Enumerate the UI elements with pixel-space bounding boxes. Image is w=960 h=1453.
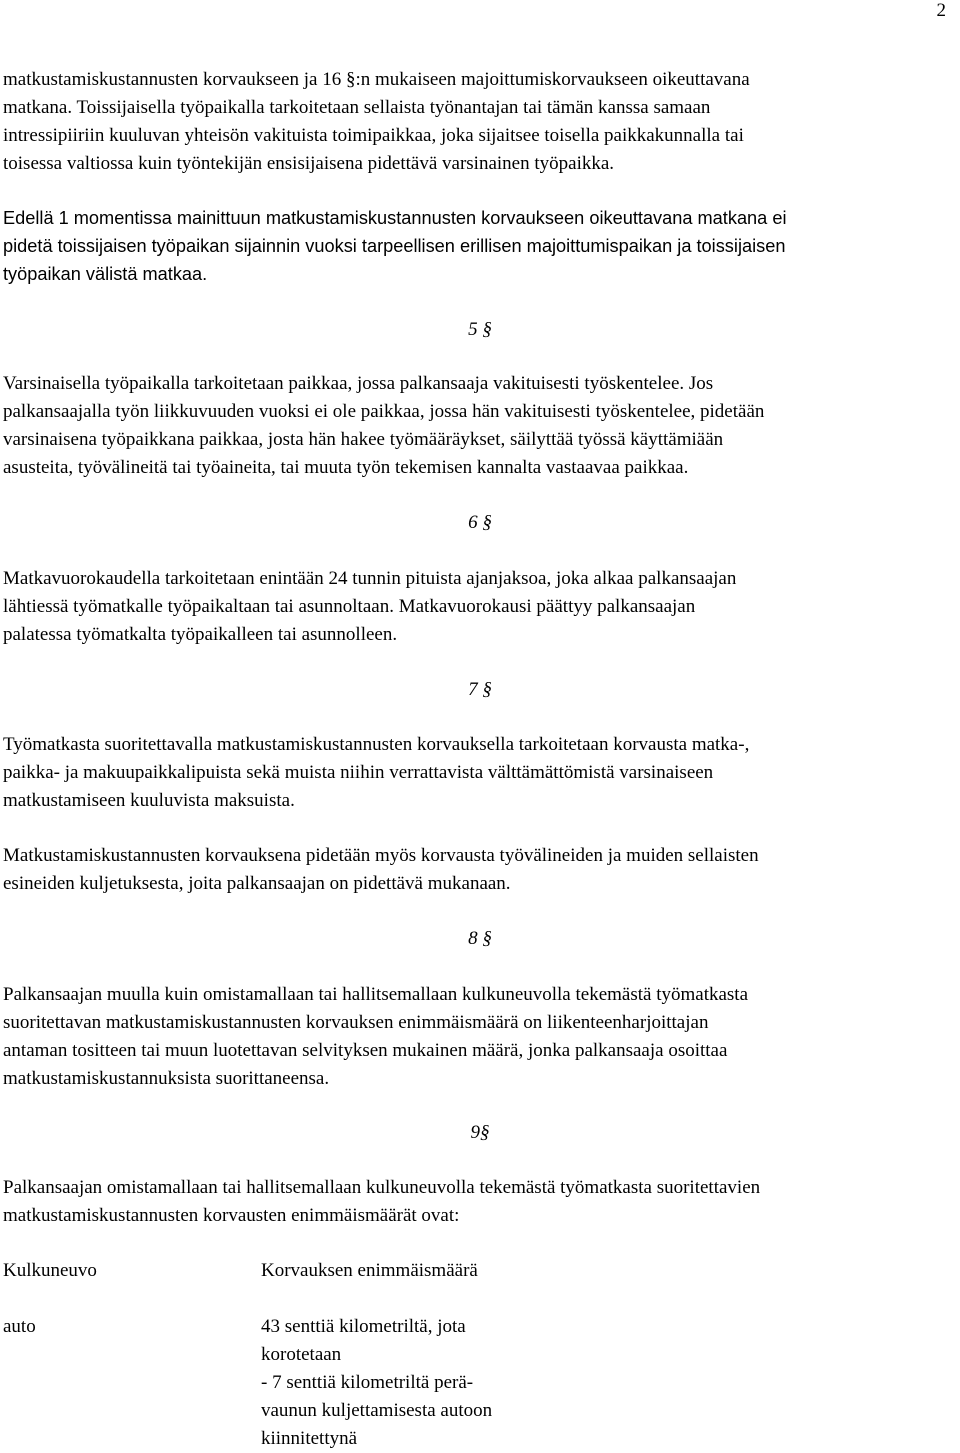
paragraph-1: matkustamiskustannusten korvaukseen ja 16 §:n mukaiseen majoittumiskorvaukseen oikeuttavana matkana. Toissijaisella työpaikalla tarkoitetaan sellaista työnantajan tai tämän kanssa samaan intressipiiriin kuuluvan yhteisön vakituista toimipaikkaa, joka sijaitsee toisella paikkakunnalla tai toisessa valtiossa kuin työntekijän ensisijaisena pidettävä varsinainen työpaikka.: [3, 69, 750, 174]
paragraph-7: Palkansaajan muulla kuin omistamallaan tai hallitsemallaan kulkuneuvolla tekemästä työmatkasta suoritettavan matkustamiskustannusten korvauksen enimmäismäärä on liikenteenharjoittajan antaman tositteen tai muun luotettavan selvityksen mukainen määrä, jonka palkansaaja osoittaa matkustamiskustannuksista suorittaneensa.: [3, 984, 749, 1089]
paragraph-5: Työmatkasta suoritettavalla matkustamiskustannusten korvauksella tarkoitetaan korvausta matka-, paikka- ja makuupaikkalipuista sekä muista niihin verrattavista välttämättömistä varsinaiseen matkustamiseen kuuluvista maksuista.: [3, 734, 750, 811]
section-8-heading: 8 §: [468, 928, 492, 949]
paragraph-3: Varsinaisella työpaikalla tarkoitetaan paikkaa, jossa palkansaaja vakituisesti työskentelee. Jos palkansaajalla työn liikkuvuuden vuoksi ei ole paikkaa, jossa hän vakituisesti työskentelee, pidetään varsinaisena työpaikkana paikkaa, josta hän hakee työmääräykset, säilyttää työssä käyttämiään asusteita, työvälineitä tai työaineita, tai muuta työn tekemisen kannalta vastaavaa paikkaa.: [3, 373, 765, 478]
paragraph-4: Matkavuorokaudella tarkoitetaan enintään 24 tunnin pituista ajanjaksoa, joka alkaa palkansaajan lähtiessä työmatkalle työpaikaltaan tai asunnoltaan. Matkavuorokausi päättyy palkansaajan palatessa työmatkalta työpaikalleen tai asunnolleen.: [3, 568, 737, 645]
section-6-heading: 6 §: [468, 512, 492, 533]
paragraph-2: Edellä 1 momentissa mainittuun matkustamiskustannusten korvaukseen oikeuttavana matkana ei pidetä toissijaisen työpaikan sijainnin vuoksi tarpeellisen erillisen majoittumispaikan ja toissijaisen työpaikan välistä matkaa.: [3, 208, 787, 284]
table-cell-vehicle: auto: [3, 1316, 36, 1337]
paragraph-8: Palkansaajan omistamallaan tai hallitsemallaan kulkuneuvolla tekemästä työmatkasta suoritettavien matkustamiskustannusten korvausten enimmäismäärät ovat:: [3, 1177, 761, 1226]
section-5-heading: 5 §: [468, 319, 492, 340]
table-header-vehicle: Kulkuneuvo: [3, 1260, 97, 1281]
table-header-max-amount: Korvauksen enimmäismäärä: [261, 1260, 478, 1281]
table-cell-max-amount: 43 senttiä kilometriltä, jota korotetaan - 7 senttiä kilometriltä perä- vaunun kuljettamisesta autoon kiinnitettynä: [261, 1316, 493, 1449]
section-9-heading: 9§: [470, 1122, 490, 1143]
paragraph-6: Matkustamiskustannusten korvauksena pidetään myös korvausta työvälineiden ja muiden sellaisten esineiden kuljetuksesta, joita palkansaajan on pidettävä mukanaan.: [3, 845, 759, 894]
page-number: 2: [936, 0, 946, 21]
section-7-heading: 7 §: [468, 679, 492, 700]
